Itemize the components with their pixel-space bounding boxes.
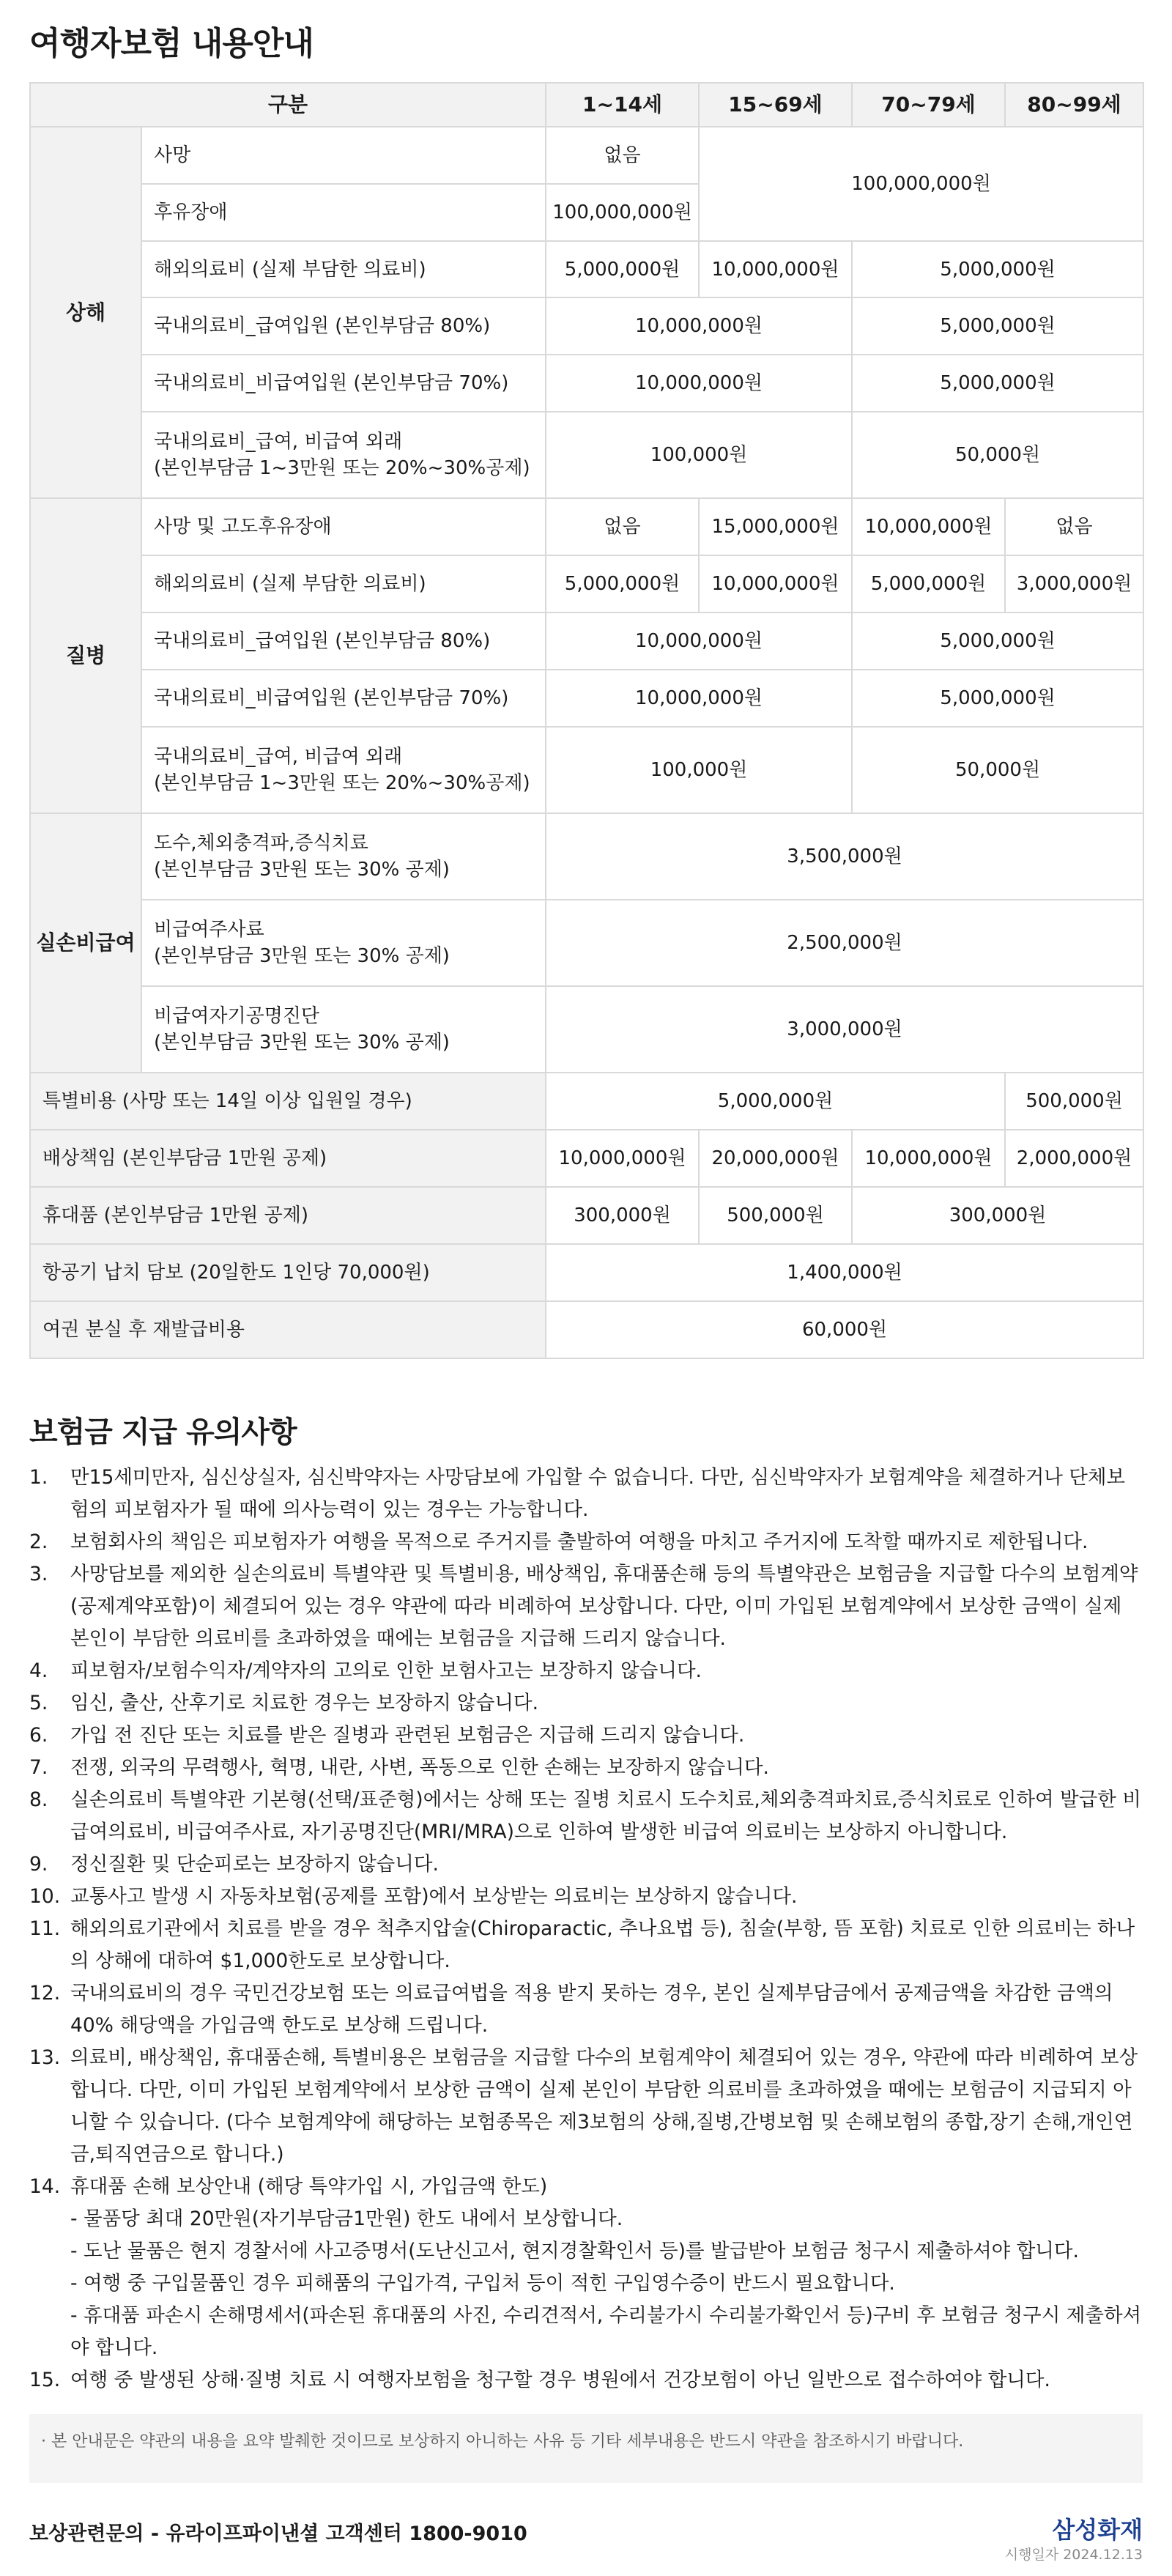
- table-row: [30, 1301, 1143, 1358]
- cell-value: 2,000,000원: [1005, 1130, 1143, 1187]
- table-row: [30, 900, 1143, 986]
- list-item: [29, 1752, 1143, 1784]
- note-number: 7.: [29, 1756, 48, 1779]
- row-label: 항공기 납치 담보 (20일한도 1인당 70,000원): [30, 1244, 546, 1301]
- note-number: 10.: [29, 1885, 61, 1908]
- footer: [29, 2503, 1143, 2561]
- row-label-line: 국내의료비_급여, 비급여 외래: [154, 746, 403, 768]
- note-text-block: [70, 2171, 1143, 2364]
- cell-value: 500,000원: [1005, 1073, 1143, 1130]
- cell-value: 1,400,000원: [546, 1244, 1143, 1301]
- cell-value: 300,000원: [852, 1187, 1143, 1244]
- note-text: 피보험자/보험수익자/계약자의 고의로 인한 보험사고는 보장하지 않습니다.: [70, 1659, 702, 1682]
- table-row: [30, 1073, 1143, 1130]
- row-label-line: 비급여주사료: [154, 919, 264, 941]
- cell-value: 10,000,000원: [546, 612, 852, 670]
- note-text: 만15세미만자, 심신상실자, 심신박약자는 사망담보에 가입할 수 없습니다. 다만, 심신박약자가 보험계약을 체결하거나 단체보험의 피보험자가 될 때에 의사능력이 있는 경우는 가능합니다.: [70, 1466, 1126, 1521]
- cell-value: 5,000,000원: [852, 297, 1143, 355]
- table-row: [30, 1187, 1143, 1244]
- row-label-line: 국내의료비_급여, 비급여 외래: [154, 431, 403, 453]
- note-text: 국내의료비의 경우 국민건강보험 또는 의료급여법을 적용 받지 못하는 경우, 본인 실제부담금에서 공제금액을 차감한 금액의 40% 해당액을 가입금액 한도로 보상해 드립니다.: [70, 1982, 1113, 2037]
- header-age-80-99: 80~99세: [1005, 83, 1143, 127]
- note-number: 12.: [29, 1982, 61, 2005]
- note-text: 해외의료기관에서 치료를 받을 경우 척추지압술(Chiroparactic, 추나요법 등), 침술(부항, 뜸 포함) 치료로 인한 의료비는 하나의 상해에 대하여 $1,000한도로 보상합니다.: [70, 1917, 1135, 1972]
- note-number: 15.: [29, 2369, 61, 2391]
- note-number: 13.: [29, 2046, 61, 2069]
- row-label: 사망: [141, 127, 546, 184]
- row-label: 휴대품 (본인부담금 1만원 공제): [30, 1187, 546, 1244]
- cell-value: 2,500,000원: [546, 900, 1143, 986]
- note-text: 실손의료비 특별약관 기본형(선택/표준형)에서는 상해 또는 질병 치료시 도수치료,체외충격파치료,증식치료로 인하여 발급한 비급여의료비, 비급여주사료, 자기공명진단(MRI/MRA)으로 인하여 발생한 비급여 의료비는 보상하지 아니합니다.: [70, 1788, 1141, 1843]
- row-label-line: 도수,체외충격파,증식치료: [154, 832, 368, 854]
- row-label: 특별비용 (사망 또는 14일 이상 입원일 경우): [30, 1073, 546, 1130]
- notes-title: 보험금 지급 유의사항: [29, 1415, 297, 1449]
- cell-value: 10,000,000원: [699, 241, 852, 297]
- table-row: [30, 986, 1143, 1073]
- note-number: 11.: [29, 1917, 61, 1940]
- table-row: [30, 813, 1143, 900]
- row-label: 해외의료비 (실제 부담한 의료비): [141, 241, 546, 297]
- cell-value: 100,000,000원: [699, 127, 1143, 241]
- row-label: [141, 412, 546, 498]
- cell-value: 3,000,000원: [546, 986, 1143, 1073]
- row-label: 국내의료비_급여입원 (본인부담금 80%): [141, 612, 546, 670]
- table-row: [30, 297, 1143, 355]
- cell-value: 3,000,000원: [1005, 555, 1143, 612]
- coverage-table: [29, 82, 1144, 1359]
- cell-value: 없음: [1005, 498, 1143, 555]
- group-illness: 질병: [30, 498, 141, 813]
- cell-value: 5,000,000원: [852, 355, 1143, 412]
- header-category: 구분: [30, 83, 546, 127]
- note-number: 4.: [29, 1659, 48, 1682]
- table-row: [30, 412, 1143, 498]
- table-row: [30, 612, 1143, 670]
- row-label: 사망 및 고도후유장애: [141, 498, 546, 555]
- note-sub-item: - 도난 물품은 현지 경찰서에 사고증명서(도난신고서, 현지경찰확인서 등)를 발급받아 보험금 청구시 제출하셔야 합니다.: [70, 2240, 1079, 2262]
- page-title: 여행자보험 내용안내: [29, 25, 314, 62]
- note-sub-item: - 여행 중 구입물품인 경우 피해품의 구입가격, 구입처 등이 적힌 구입영수증이 반드시 필요합니다.: [70, 2272, 895, 2295]
- list-item: [29, 1881, 1143, 1913]
- note-text: 임신, 출산, 산후기로 치료한 경우는 보장하지 않습니다.: [70, 1692, 538, 1714]
- note-text: 여행 중 발생된 상해·질병 치료 시 여행자보험을 청구할 경우 병원에서 건강보험이 아닌 일반으로 접수하여야 합니다.: [70, 2369, 1050, 2391]
- table-row: [30, 727, 1143, 813]
- list-item: [29, 2364, 1143, 2397]
- row-label: 국내의료비_비급여입원 (본인부담금 70%): [141, 355, 546, 412]
- note-text: 가입 전 진단 또는 치료를 받은 질병과 관련된 보험금은 지급해 드리지 않습니다.: [70, 1724, 745, 1747]
- row-label: 국내의료비_비급여입원 (본인부담금 70%): [141, 670, 546, 727]
- table-row: [30, 127, 1143, 184]
- row-label: 국내의료비_급여입원 (본인부담금 80%): [141, 297, 546, 355]
- row-label: [141, 813, 546, 900]
- note-text: 휴대품 손해 보상안내 (해당 특약가입 시, 가입금액 한도): [70, 2175, 548, 2198]
- cell-value: 300,000원: [546, 1187, 699, 1244]
- cell-value: 100,000원: [546, 727, 852, 813]
- notes-list: [29, 1462, 1143, 2397]
- cell-value: 15,000,000원: [699, 498, 852, 555]
- cell-value: 10,000,000원: [852, 498, 1005, 555]
- cell-value: 500,000원: [699, 1187, 852, 1244]
- note-text: 의료비, 배상책임, 휴대품손해, 특별비용은 보험금을 지급할 다수의 보험계약이 체결되어 있는 경우, 약관에 따라 비례하여 보상합니다. 다만, 이미 가입된 보험계약에서 보상한 금액이 실제 본인이 부담한 의료비를 초과하였을 때에는 보험금이 지급되지 아니할 수 있습니다. (다수 보험계약에 해당하는 보험종목은 제3보험의 상해,질병,간병보험 및 손해보험의 종합,장기 손해,개인연금,퇴직연금으로 합니다.): [70, 2046, 1138, 2166]
- list-item: [29, 2171, 1143, 2364]
- cell-value: 50,000원: [852, 412, 1143, 498]
- list-item: [29, 2042, 1143, 2171]
- list-item: [29, 1720, 1143, 1752]
- note-number: 9.: [29, 1853, 48, 1876]
- contact-info: 보상관련문의 - 유라이프파이낸셜 고객센터 1800-9010: [29, 2523, 527, 2545]
- table-header-row: [30, 83, 1143, 127]
- cell-value: 5,000,000원: [546, 555, 699, 612]
- cell-value: 50,000원: [852, 727, 1143, 813]
- cell-value: 5,000,000원: [852, 612, 1143, 670]
- cell-value: 5,000,000원: [852, 241, 1143, 297]
- table-row: [30, 498, 1143, 555]
- disclaimer-text: · 본 안내문은 약관의 내용을 요약 발췌한 것이므로 보상하지 아니하는 사유 등 기타 세부내용은 반드시 약관을 참조하시기 바랍니다.: [41, 2432, 964, 2451]
- list-item: [29, 1558, 1143, 1655]
- note-sub-item: - 휴대품 파손시 손해명세서(파손된 휴대품의 사진, 수리견적서, 수리불가시 수리불가확인서 등)구비 후 보험금 청구시 제출하셔야 합니다.: [70, 2304, 1142, 2359]
- cell-value: 60,000원: [546, 1301, 1143, 1358]
- list-item: [29, 1687, 1143, 1720]
- group-medical: 실손비급여: [30, 813, 141, 1073]
- list-item: [29, 1462, 1143, 1526]
- list-item: [29, 1913, 1143, 1977]
- note-sub-item: - 물품당 최대 20만원(자기부담금1만원) 한도 내에서 보상합니다.: [70, 2207, 623, 2230]
- cell-value: 5,000,000원: [546, 1073, 1005, 1130]
- cell-value: 3,500,000원: [546, 813, 1143, 900]
- cell-value: 10,000,000원: [852, 1130, 1005, 1187]
- row-label: 후유장애: [141, 184, 546, 241]
- row-label-line: (본인부담금 1~3만원 또는 20%~30%공제): [154, 457, 530, 479]
- disclaimer-box: [29, 2414, 1143, 2483]
- row-label: [141, 986, 546, 1073]
- row-label-line: (본인부담금 3만원 또는 30% 공제): [154, 945, 450, 967]
- row-label: 배상책임 (본인부담금 1만원 공제): [30, 1130, 546, 1187]
- row-label: [141, 900, 546, 986]
- cell-value: 10,000,000원: [546, 670, 852, 727]
- table-row: [30, 355, 1143, 412]
- row-label-line: 비급여자기공명진단: [154, 1005, 320, 1027]
- header-age-1-14: 1~14세: [546, 83, 699, 127]
- cell-value: 100,000원: [546, 412, 852, 498]
- header-age-15-69: 15~69세: [699, 83, 852, 127]
- note-number: 6.: [29, 1724, 48, 1747]
- table-row: [30, 241, 1143, 297]
- row-label-line: (본인부담금 3만원 또는 30% 공제): [154, 859, 450, 881]
- note-text: 정신질환 및 단순피로는 보장하지 않습니다.: [70, 1853, 439, 1876]
- cell-value: 10,000,000원: [546, 355, 852, 412]
- cell-value: 없음: [546, 127, 699, 184]
- note-number: 5.: [29, 1692, 48, 1714]
- table-row: [30, 1130, 1143, 1187]
- note-number: 2.: [29, 1531, 48, 1553]
- row-label-line: (본인부담금 1~3만원 또는 20%~30%공제): [154, 772, 530, 794]
- cell-value: 10,000,000원: [699, 555, 852, 612]
- list-item: [29, 1655, 1143, 1687]
- note-number: 14.: [29, 2175, 61, 2198]
- note-number: 1.: [29, 1466, 48, 1489]
- effective-date: 시행일자 2024.12.13: [1004, 2547, 1143, 2563]
- list-item: [29, 1526, 1143, 1558]
- note-text: 사망담보를 제외한 실손의료비 특별약관 및 특별비용, 배상책임, 휴대품손해 등의 특별약관은 보험금을 지급할 다수의 보험계약(공제계약포함)이 체결되어 있는 경우 약관에 따라 비례하여 보상합니다. 다만, 이미 가입된 보험계약에서 보상한 금액이 실제 본인이 부담한 의료비를 초과하였을 때에는 보험금을 지급해 드리지 않습니다.: [70, 1563, 1138, 1650]
- list-item: [29, 1784, 1143, 1848]
- row-label: [141, 727, 546, 813]
- cell-value: 없음: [546, 498, 699, 555]
- list-item: [29, 1848, 1143, 1881]
- cell-value: 5,000,000원: [546, 241, 699, 297]
- row-label: 여권 분실 후 재발급비용: [30, 1301, 546, 1358]
- row-label: 해외의료비 (실제 부담한 의료비): [141, 555, 546, 612]
- table-row: [30, 670, 1143, 727]
- cell-value: 100,000,000원: [546, 184, 699, 241]
- note-text: 교통사고 발생 시 자동차보험(공제를 포함)에서 보상받는 의료비는 보상하지 않습니다.: [70, 1885, 798, 1908]
- table-row: [30, 1244, 1143, 1301]
- cell-value: 5,000,000원: [852, 670, 1143, 727]
- note-text: 전쟁, 외국의 무력행사, 혁명, 내란, 사변, 폭동으로 인한 손해는 보장하지 않습니다.: [70, 1756, 769, 1779]
- note-number: 8.: [29, 1788, 48, 1811]
- group-injury: 상해: [30, 127, 141, 498]
- cell-value: 10,000,000원: [546, 297, 852, 355]
- note-number: 3.: [29, 1563, 48, 1585]
- table-row: [30, 555, 1143, 612]
- cell-value: 5,000,000원: [852, 555, 1005, 612]
- brand-logo: 삼성화재: [1052, 2516, 1143, 2544]
- note-text: 보험회사의 책임은 피보험자가 여행을 목적으로 주거지를 출발하여 여행을 마치고 주거지에 도착할 때까지로 제한됩니다.: [70, 1531, 1088, 1553]
- list-item: [29, 1977, 1143, 2042]
- header-age-70-79: 70~79세: [852, 83, 1005, 127]
- cell-value: 10,000,000원: [546, 1130, 699, 1187]
- row-label-line: (본인부담금 3만원 또는 30% 공제): [154, 1032, 450, 1054]
- cell-value: 20,000,000원: [699, 1130, 852, 1187]
